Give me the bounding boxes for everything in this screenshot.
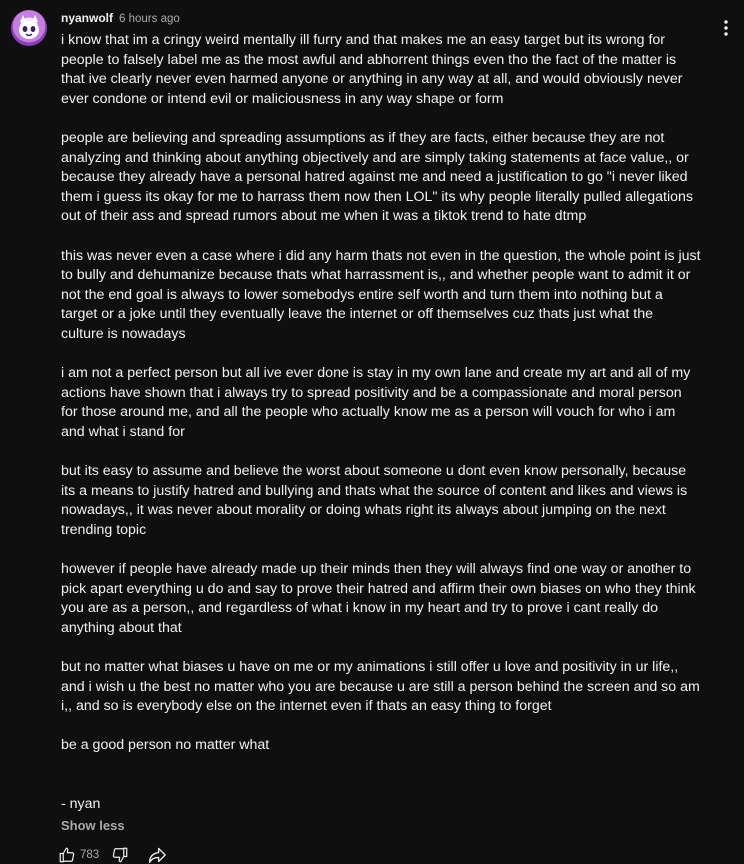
comment-header [61,11,180,25]
cat-avatar-icon [11,10,47,46]
share-button[interactable] [147,846,167,864]
comment-signature: - nyan [61,795,101,812]
thumb-up-icon [58,846,76,864]
comment-paragraph: i am not a perfect person but all ive ever done is stay in my own lane and create my art and all of my actions have shown that i always try to spread positivity and be a compassionate and moral person for those around me, and all the people who actually know me as a person will vouch for who i am and what i stand for [61,365,691,440]
thumb-down-icon [111,846,129,864]
comment-avatar[interactable] [11,10,47,46]
comment-paragraph: but its easy to assume and believe the worst about someone u dont even know personally, because its a means to justify hatred and bullying and thats what the source of content and likes and views is nowadays,, it was never about morality or doing whats right its always about jumping on the next trending topic [61,463,688,538]
comment-text [61,31,721,815]
dislike-button[interactable] [111,846,129,864]
comment-paragraph: people are believing and spreading assumptions as if they are facts, either because they are not analyzing and thinking about anything objectively and are simply taking statements at face value,, or because they already have a personal hatred against me and need a justification to go "i never liked them i guess its okay for me to harrass them now then LOL" its why people literally pulled allegations out of their ass and spread rumors about me when it was a tiktok trend to hate dtmp [61,129,693,225]
comment-author[interactable]: nyanwolf [61,11,114,25]
share-icon [147,846,167,864]
comment-time[interactable]: 6 hours ago [119,13,180,25]
like-count: 783 [80,849,100,861]
comment-actions [58,846,167,864]
comment-paragraph: but no matter what biases u have on me or my animations i still offer u love and positivity in ur life,, and i wish u the best no matter who you are because u are still a person behind the screen and so am i,, and so is everybody else on the internet even if thats an easy thing to forget [61,659,700,715]
comment-paragraph: this was never even a case where i did any harm thats not even in the question, the whole point is just to bully and dehumanize because thats what harrassment is,, and whether people want to admit it or not the end goal is always to lower somebodys entire self worth and turn them into nothing but a target or a joke until they eventually leave the internet or off themselves cuz thats just what the culture is nowadays [61,247,701,342]
comment-paragraph: however if people have already made up their minds then they will always find one way or another to pick apart everything u do and say to prove their hatred and affirm their own biases on who they think you are as a person,, and regardless of what i know in my heart and try to prove i cant really do anything about that [61,561,696,636]
show-less-button[interactable]: Show less [61,818,125,833]
comment-paragraph: be a good person no matter what [61,737,270,754]
more-vert-icon [724,20,728,36]
like-button[interactable] [58,846,76,864]
comment-paragraph: i know that im a cringy weird mentally ill furry and that makes me an easy target but its wrong for people to falsely label me as the most awful and abhorrent things even tho the fact of the matter is that ive clearly never even harmed anyone or anything in any way at all, and would obviously never ever condone or intend evil or maliciousness in any way shape or form [61,32,683,107]
